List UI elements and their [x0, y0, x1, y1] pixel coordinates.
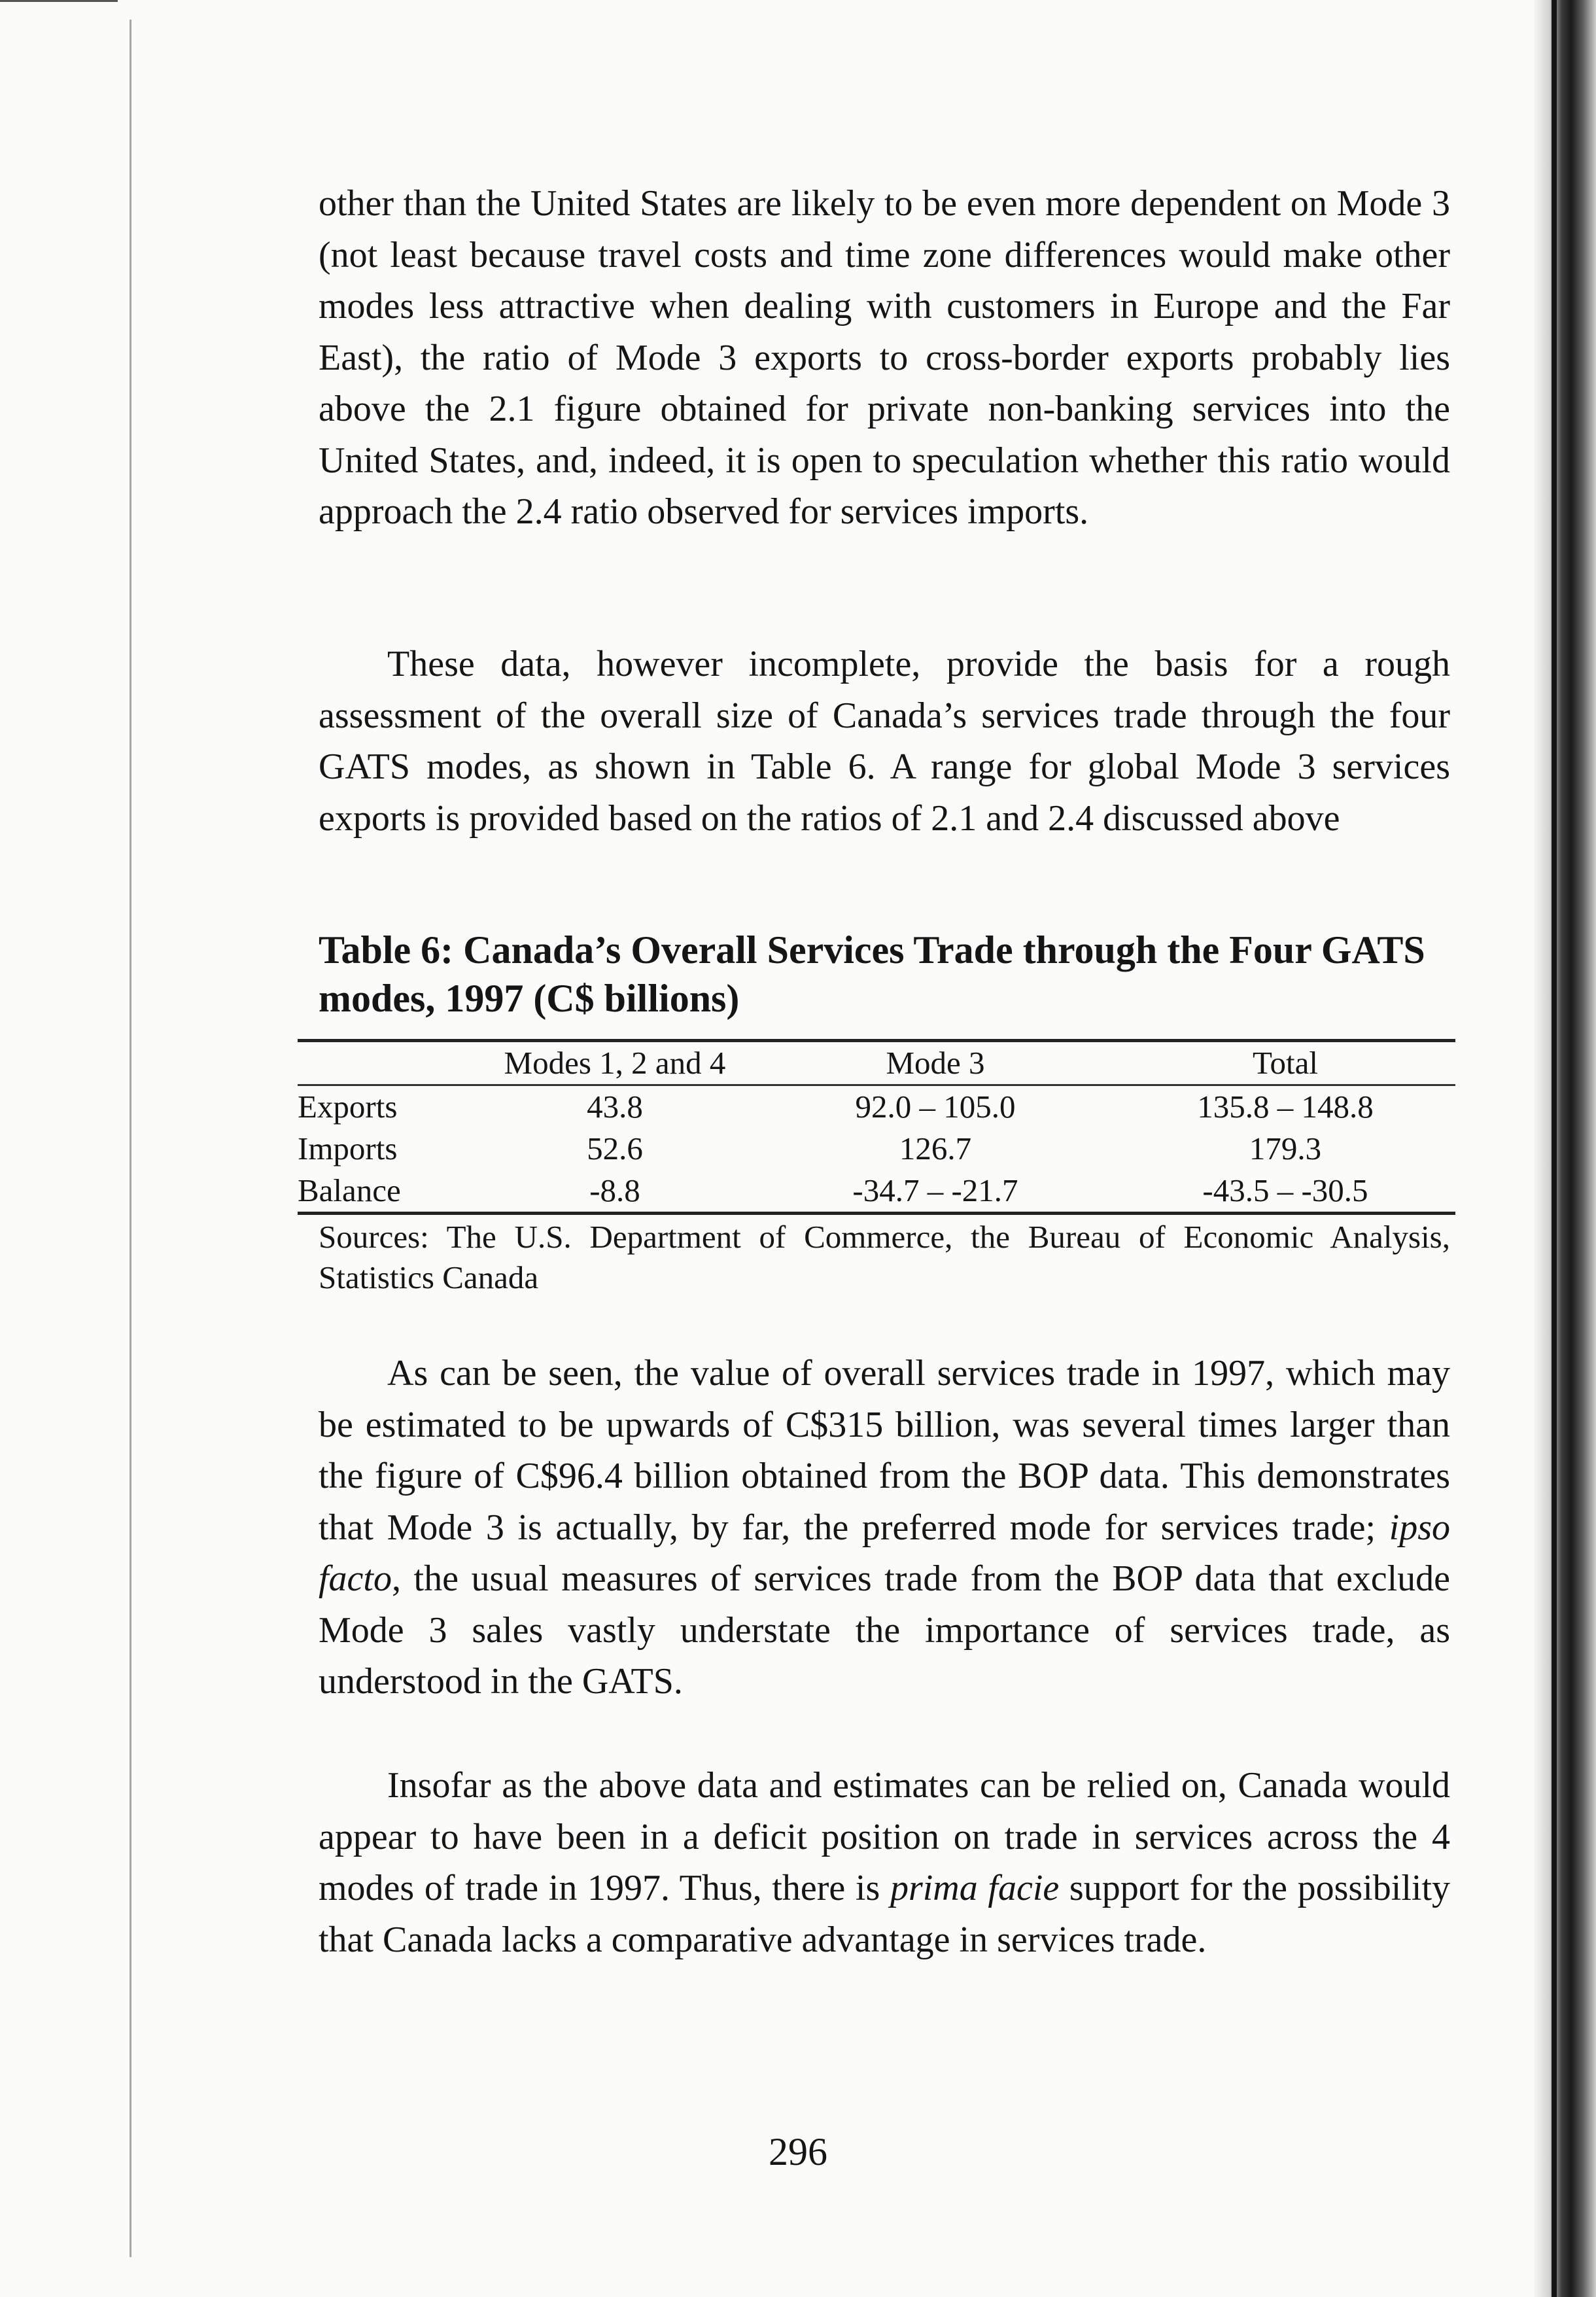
- header-modes-1-2-4: Modes 1, 2 and 4: [504, 1045, 726, 1081]
- paragraph-3-text-a: As can be seen, the value of overall services trade in 1997, which may be estimated to be upwards of C$315 billion, was several times larger than the figure of C$96.4 billion obtained from the BOP data. This demonstrates that Mode 3 is actually, by far, the preferred mode for services trade;: [319, 1353, 1450, 1548]
- paragraph-4-emphasis: prima facie: [890, 1868, 1060, 1908]
- row-label: Imports: [298, 1131, 398, 1166]
- table-cell: 135.8 – 148.8: [1197, 1089, 1374, 1125]
- scan-edge-left: [130, 20, 131, 2257]
- table-row: [298, 1170, 1455, 1214]
- header-mode-3: Mode 3: [886, 1045, 985, 1081]
- paragraph-3-emphasis: ipso facto: [319, 1507, 1451, 1599]
- paragraph-4: [319, 1760, 1450, 1965]
- table-sources-note: Sources: The U.S. Department of Commerce, the Bureau of Economic Analysis, Statistics Canada: [319, 1219, 1450, 1295]
- header-empty: [298, 1041, 474, 1085]
- scan-edge-top: [0, 0, 118, 2]
- table-cell: -34.7 – -21.7: [852, 1172, 1018, 1208]
- paragraph-2: These data, however incomplete, provide the basis for a rough assessment of the overall size of Canada’s services trade through the four GATS modes, as shown in Table 6. A range for global Mode 3 services exports is provided based on the ratios of 2.1 and 2.4 discussed above: [319, 644, 1450, 839]
- table-row: [298, 1128, 1455, 1170]
- header-total: Total: [1253, 1045, 1318, 1081]
- row-label: Exports: [298, 1089, 398, 1125]
- table-title: Table 6: Canada’s Overall Services Trade through the Four GATS modes, 1997 (C$ billions): [319, 928, 1425, 1020]
- paragraph-1: other than the United States are likely to be even more dependent on Mode 3 (not least because travel costs and time zone differences would make other modes less attractive when dealing with customers in Europe and the Far East), the ratio of Mode 3 exports to cross-border exports probably lies above the 2.1 figure obtained for private non-banking services into the United States, and, indeed, it is open to speculation whether this ratio would approach the 2.4 ratio observed for services imports.: [319, 183, 1450, 532]
- scan-edge-right: [1552, 0, 1557, 2297]
- book-spine-shadow: [1534, 0, 1596, 2297]
- paragraph-4-text-a: Insofar as the above data and estimates can be relied on, Canada would appear to have been in a deficit position on trade in services across the 4 modes of trade in 1997. Thus, there is: [319, 1765, 1450, 1908]
- page-number: 296: [769, 2130, 827, 2173]
- table-cell: 92.0 – 105.0: [855, 1089, 1016, 1125]
- table-cell: -43.5 – -30.5: [1202, 1172, 1368, 1208]
- table-header-row: [298, 1041, 1455, 1085]
- table-cell: 126.7: [899, 1131, 972, 1166]
- paragraph-4-text-b: support for the possibility that Canada lacks a comparative advantage in services trade.: [319, 1868, 1451, 1960]
- paragraph-3-text-b: , the usual measures of services trade from the BOP data that exclude Mode 3 sales vastly understate the importance of services trade, as understood in the GATS.: [319, 1558, 1450, 1702]
- table-cell: 43.8: [587, 1089, 643, 1125]
- services-trade-table: [298, 1039, 1455, 1215]
- table-cell: 52.6: [587, 1131, 643, 1166]
- table-cell: -8.8: [589, 1172, 640, 1208]
- paragraph-3: [319, 1348, 1450, 1708]
- row-label: Balance: [298, 1172, 401, 1208]
- table-row: [298, 1085, 1455, 1129]
- table-cell: 179.3: [1249, 1131, 1322, 1166]
